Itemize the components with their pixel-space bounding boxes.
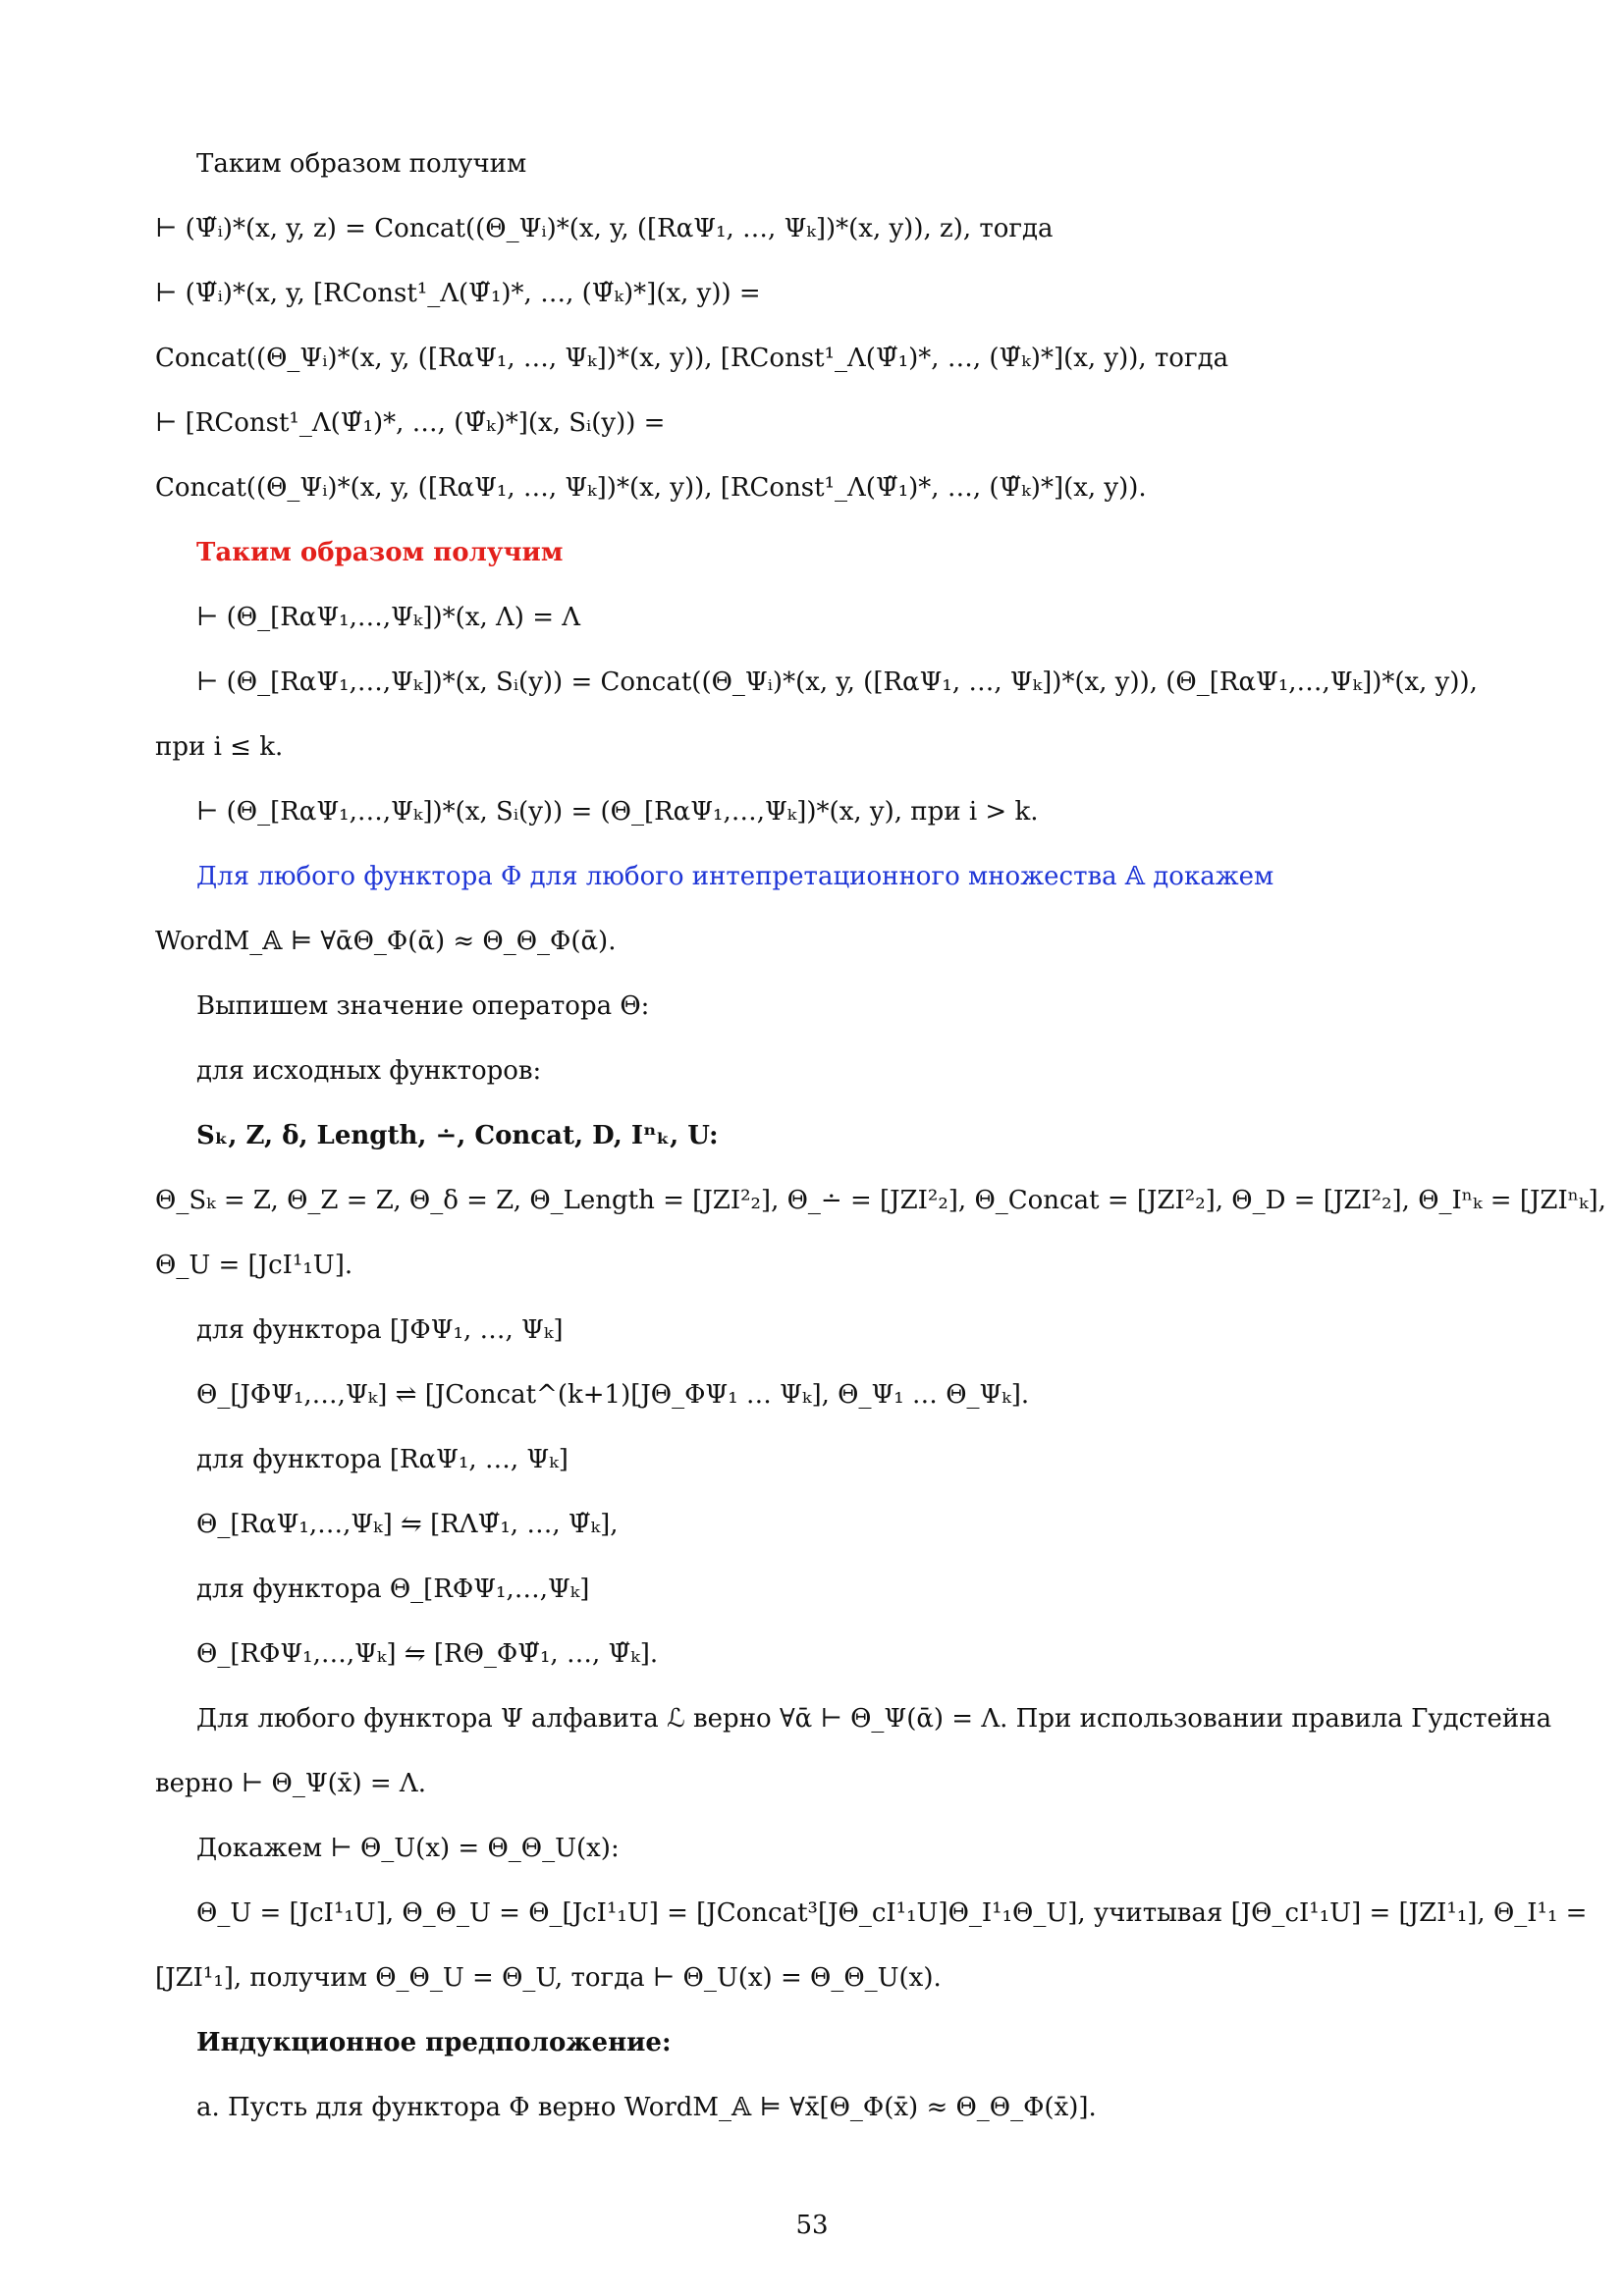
text-line: Выпишем значение оператора Θ: (196, 991, 650, 1021)
text-line: для функтора [JΦΨ₁, …, Ψₖ] (196, 1315, 564, 1345)
text-line: для функтора [RαΨ₁, …, Ψₖ] (196, 1445, 568, 1474)
text-line: Для любого функтора Φ для любого интепретационного множества 𝔸 докажем (196, 862, 1274, 891)
text-line: Для любого функтора Ψ алфавита ℒ верно ∀ᾱ ⊢ Θ_Ψ(ᾱ) = Λ. При использовании правила Гудстейна (196, 1704, 1552, 1734)
text-line: Θ_U = [JcI¹₁U]. (155, 1251, 353, 1280)
text-line: Θ_[JΦΨ₁,…,Ψₖ] ⇌ [JConcat^(k+1)[JΘ_ΦΨ₁ … Ψₖ], Θ_Ψ₁ … Θ_Ψₖ]. (196, 1380, 1030, 1410)
text-line: Индукционное предположение: (196, 2028, 672, 2057)
text-line: ⊢ (Θ_[RαΨ₁,…,Ψₖ])*(x, Sᵢ(y)) = (Θ_[RαΨ₁,…,Ψₖ])*(x, y), при i > k. (196, 797, 1039, 827)
text-line: Concat((Θ_Ψᵢ)*(x, y, ([RαΨ₁, …, Ψₖ])*(x, y)), [RConst¹_Λ(Ψ̃₁)*, …, (Ψ̃ₖ)*](x, y)), тогда (155, 344, 1229, 373)
text-line: a. Пусть для функтора Φ верно WordM_𝔸 ⊨ ∀x̄[Θ_Φ(x̄) ≈ Θ_Θ_Φ(x̄)]. (196, 2093, 1097, 2122)
text-line: Докажем ⊢ Θ_U(x) = Θ_Θ_U(x): (196, 1834, 620, 1863)
text-line: ⊢ (Θ_[RαΨ₁,…,Ψₖ])*(x, Sᵢ(y)) = Concat((Θ_Ψᵢ)*(x, y, ([RαΨ₁, …, Ψₖ])*(x, y)), (Θ_[RαΨ₁,…,Ψₖ])*(x, y)), (196, 667, 1478, 697)
text-line: Θ_Sₖ = Z, Θ_Z = Z, Θ_δ = Z, Θ_Length = [JZI²₂], Θ_∸ = [JZI²₂], Θ_Concat = [JZI²₂], Θ_D = [JZI²₂], Θ_Iⁿₖ = [JZIⁿₖ], (155, 1186, 1606, 1215)
text-line: WordM_𝔸 ⊨ ∀ᾱΘ_Φ(ᾱ) ≈ Θ_Θ_Φ(ᾱ). (155, 927, 617, 956)
text-line: Concat((Θ_Ψᵢ)*(x, y, ([RαΨ₁, …, Ψₖ])*(x, y)), [RConst¹_Λ(Ψ̃₁)*, …, (Ψ̃ₖ)*](x, y)). (155, 473, 1147, 503)
text-line: Θ_[RαΨ₁,…,Ψₖ] ⇋ [RΛΨ̃₁, …, Ψ̃ₖ], (196, 1510, 619, 1539)
text-line: ⊢ (Θ_[RαΨ₁,…,Ψₖ])*(x, Λ) = Λ (196, 603, 581, 632)
text-line: Θ_U = [JcI¹₁U], Θ_Θ_U = Θ_[JcI¹₁U] = [JConcat³[JΘ_cI¹₁U]Θ_I¹₁Θ_U], учитывая [JΘ_cI¹₁U] = [JZI¹₁], Θ_I¹₁ = (196, 1898, 1588, 1928)
text-line: [JZI¹₁], получим Θ_Θ_U = Θ_U, тогда ⊢ Θ_U(x) = Θ_Θ_U(x). (155, 1963, 942, 1993)
text-line: Sₖ, Z, δ, Length, ∸, Concat, D, Iⁿₖ, U: (196, 1121, 719, 1150)
text-line: ⊢ [RConst¹_Λ(Ψ̃₁)*, …, (Ψ̃ₖ)*](x, Sᵢ(y)) = (155, 408, 666, 438)
text-line: Θ_[RΦΨ₁,…,Ψₖ] ⇋ [RΘ_ΦΨ̃₁, …, Ψ̃ₖ]. (196, 1639, 659, 1669)
text-line: при i ≤ k. (155, 732, 284, 762)
text-line: для исходных функторов: (196, 1056, 542, 1086)
text-line: ⊢ (Ψ̃ᵢ)*(x, y, z) = Concat((Θ_Ψᵢ)*(x, y, ([RαΨ₁, …, Ψₖ])*(x, y)), z), тогда (155, 214, 1054, 243)
text-line: Таким образом получим (196, 149, 527, 179)
text-line: Таким образом получим (196, 538, 564, 567)
page-number: 53 (795, 2211, 829, 2240)
text-line: для функтора Θ_[RΦΨ₁,…,Ψₖ] (196, 1575, 590, 1604)
text-line: ⊢ (Ψ̃ᵢ)*(x, y, [RConst¹_Λ(Ψ̃₁)*, …, (Ψ̃ₖ)*](x, y)) = (155, 279, 761, 308)
text-line: верно ⊢ Θ_Ψ(x̄) = Λ. (155, 1769, 426, 1798)
